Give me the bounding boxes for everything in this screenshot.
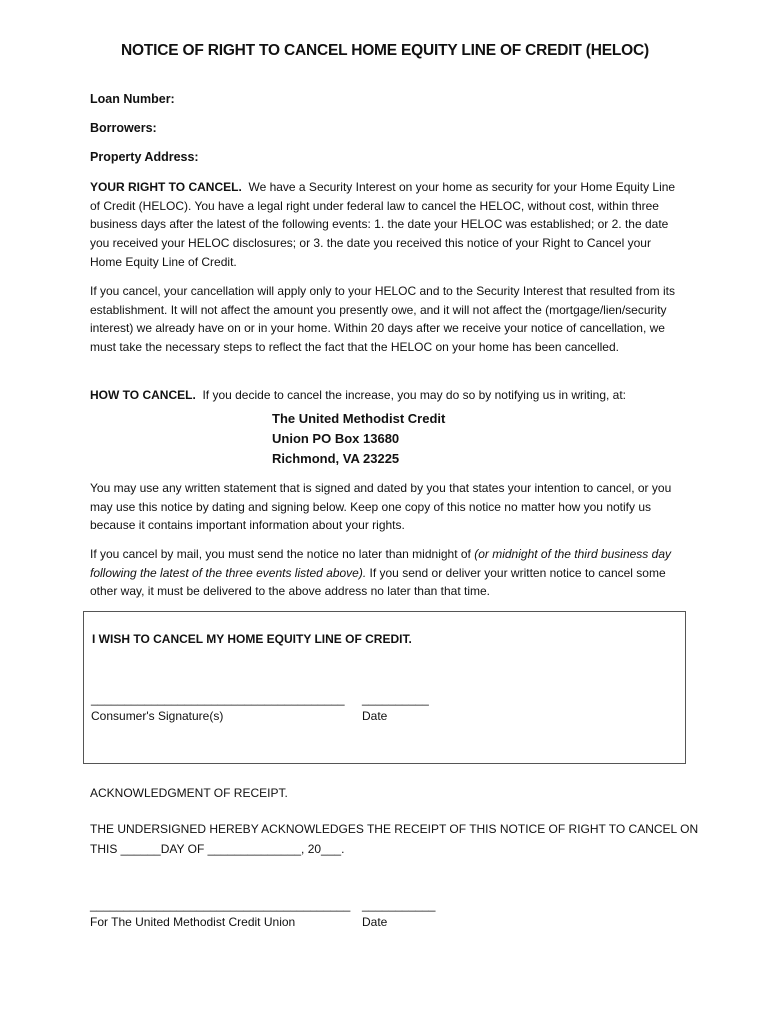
right-to-cancel-heading: YOUR RIGHT TO CANCEL. [90, 180, 242, 194]
loan-number-label: Loan Number: [90, 92, 175, 106]
address-line-2: Union PO Box 13680 [272, 431, 400, 446]
mail-text-italic: (or midnight of the third business day following the latest of the three events listed above). [90, 547, 671, 580]
how-to-cancel-paragraph [90, 386, 682, 405]
credit-union-signature-label: For The United Methodist Credit Union [90, 915, 296, 929]
acknowledgment-date-line[interactable]: ___________ [362, 898, 436, 912]
cancel-request-box [83, 611, 686, 764]
acknowledgment-heading: ACKNOWLEDGMENT OF RECEIPT. [90, 786, 288, 800]
acknowledgment-date-label: Date [362, 915, 388, 929]
borrowers-label: Borrowers: [90, 121, 157, 135]
address-line-1: The United Methodist Credit [272, 411, 446, 426]
how-to-cancel-heading: HOW TO CANCEL. [90, 388, 196, 402]
document-title: NOTICE OF RIGHT TO CANCEL HOME EQUITY LINE OF CREDIT (HELOC) [121, 42, 649, 59]
consumer-signature-line[interactable]: ______________________________________ [91, 692, 345, 706]
mail-text-after: If you send or deliver your written notice to cancel some other way, it must be delivered to the above address no later than that time. [90, 565, 666, 599]
property-address-label: Property Address: [90, 150, 199, 164]
acknowledgment-statement-line-1: THE UNDERSIGNED HEREBY ACKNOWLEDGES THE RECEIPT OF THIS NOTICE OF RIGHT TO CANCEL ON [90, 822, 699, 836]
acknowledgment-statement-line-2[interactable]: THIS ______DAY OF ______________, 20___. [90, 842, 345, 856]
consumer-signature-label: Consumer's Signature(s) [91, 709, 224, 723]
cancel-date-line[interactable]: __________ [362, 692, 429, 706]
address-line-3: Richmond, VA 23225 [272, 451, 400, 466]
cancel-request-heading: I WISH TO CANCEL MY HOME EQUITY LINE OF CREDIT. [92, 632, 412, 646]
cancel-date-label: Date [362, 709, 388, 723]
mail-paragraph [90, 545, 682, 601]
credit-union-signature-line[interactable]: _______________________________________ [90, 898, 351, 912]
mailing-address [272, 409, 445, 469]
written-statement-paragraph: You may use any written statement that is signed and dated by you that states your intention to cancel, or you may use this notice by dating and signing below. Keep one copy of this notice no matter how you notify us because it contains important information about your rights. [90, 481, 672, 533]
right-to-cancel-body: We have a Security Interest on your home as security for your Home Equity Line of Credit (HELOC). You have a legal right under federal law to cancel the HELOC, without cost, within three business days after the latest of the following events: 1. the date your HELOC was established; or 2. the date you received your HELOC disclosures; or 3. the date you received this notice of your Right to Cancel your Home Equity Line of Credit. [90, 180, 676, 269]
cancellation-effect-paragraph: If you cancel, your cancellation will apply only to your HELOC and to the Security Interest that resulted from its establishment. It will not affect the amount you presently owe, and it will not affect the (mortgage/lien/security interest) we already have on or in your home. Within 20 days after we receive your notice of cancellation, we must take the necessary steps to reflect the fact that the HELOC on your home has been cancelled. [90, 284, 675, 355]
mail-text-before: If you cancel by mail, you must send the notice no later than midnight of [90, 547, 475, 561]
how-to-cancel-body: If you decide to cancel the increase, you may do so by notifying us in writing, at: [202, 388, 627, 402]
right-to-cancel-paragraph [90, 178, 682, 272]
